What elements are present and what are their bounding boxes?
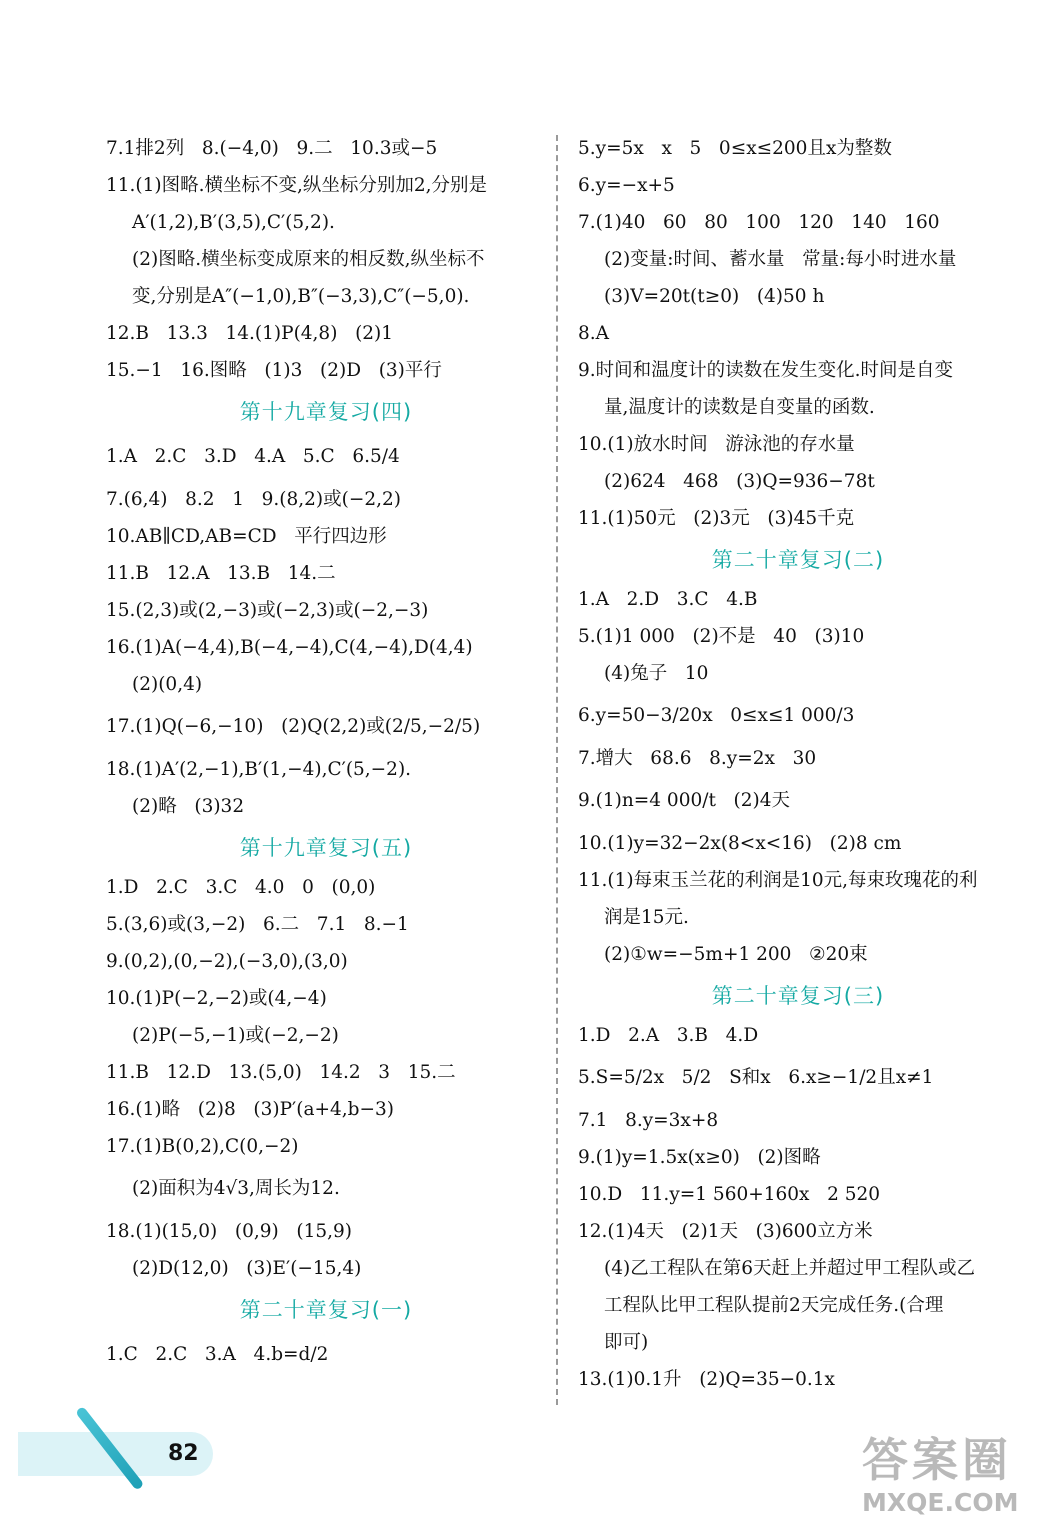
- answer-line: 5.S=5/2x 5/2 S和x 6.x≥−1/2且x≠1: [578, 1067, 934, 1088]
- answer-line: 7.1排2列 8.(−4,0) 9.二 10.3或−5: [106, 137, 438, 159]
- page-number: 82: [168, 1441, 199, 1466]
- answer-line: 1.D 2.C 3.C 4.0 0 (0,0): [106, 876, 376, 898]
- answer-line: 16.(1)略 (2)8 (3)P′(a+4,b−3): [106, 1098, 394, 1120]
- right-answer-column: [578, 130, 1018, 1398]
- watermark-url: MXQE.COM: [862, 1488, 1019, 1517]
- answer-line: 18.(1)(15,0) (0,9) (15,9): [106, 1220, 353, 1242]
- answer-line: 11.B 12.A 13.B 14.二: [106, 562, 336, 584]
- answer-line: (3)V=20t(t≥0) (4)50 h: [604, 285, 825, 307]
- answer-line: 11.B 12.D 13.(5,0) 14.2 3 15.二: [106, 1061, 456, 1083]
- answer-line: (2)(0,4): [132, 673, 203, 695]
- section-heading: 第二十章复习(二): [711, 548, 885, 572]
- answer-line: 10.D 11.y=1 560+160x 2 520: [578, 1183, 881, 1205]
- answer-line: 工程队比甲工程队提前2天完成任务.(合理: [604, 1294, 944, 1316]
- answer-line: 11.(1)每束玉兰花的利润是10元,每束玫瑰花的利: [578, 869, 978, 891]
- answer-line: (2)图略.横坐标变成原来的相反数,纵坐标不: [132, 248, 485, 270]
- answer-line: (2)P(−5,−1)或(−2,−2): [132, 1024, 339, 1046]
- answer-line: 1.C 2.C 3.A 4.b=d/2: [106, 1344, 329, 1365]
- answer-line: 即可): [604, 1331, 649, 1353]
- answer-line: 10.(1)y=32−2x(8<x<16) (2)8 cm: [578, 832, 902, 854]
- answer-line: 5.y=5x x 5 0≤x≤200且x为整数: [578, 137, 892, 159]
- answer-line: 5.(3,6)或(3,−2) 6.二 7.1 8.−1: [106, 913, 409, 935]
- answer-line: (2)624 468 (3)Q=936−78t: [604, 470, 875, 492]
- answer-line: 量,温度计的读数是自变量的函数.: [604, 396, 875, 418]
- answer-line: (2)D(12,0) (3)E′(−15,4): [132, 1257, 362, 1279]
- answer-line: 9.(0,2),(0,−2),(−3,0),(3,0): [106, 950, 348, 972]
- answer-line: 17.(1)B(0,2),C(0,−2): [106, 1135, 299, 1157]
- answer-line: 9.(1)y=1.5x(x≥0) (2)图略: [578, 1146, 821, 1168]
- left-answer-column: [106, 130, 546, 1379]
- column-divider: [556, 135, 558, 1405]
- answer-line: (2)略 (3)32: [132, 795, 245, 817]
- answer-line: 13.(1)0.1升 (2)Q=35−0.1x: [578, 1368, 835, 1390]
- answer-line: 10.(1)P(−2,−2)或(4,−4): [106, 987, 327, 1009]
- answer-line: 12.(1)4天 (2)1天 (3)600立方米: [578, 1220, 873, 1242]
- answer-line: 1.A 2.D 3.C 4.B: [578, 588, 758, 610]
- answer-line: (4)兔子 10: [604, 662, 709, 684]
- answer-line: 6.y=50−3/20x 0≤x≤1 000/3: [578, 705, 855, 726]
- answer-line: 1.A 2.C 3.D 4.A 5.C 6.5/4: [106, 446, 400, 467]
- answer-line: 6.y=−x+5: [578, 174, 675, 196]
- answer-line: 12.B 13.3 14.(1)P(4,8) (2)1: [106, 322, 394, 344]
- watermark: [862, 1432, 1052, 1528]
- answer-line: 9.时间和温度计的读数在发生变化.时间是自变: [578, 359, 954, 381]
- answer-line: 7.(1)40 60 80 100 120 140 160: [578, 211, 940, 233]
- answer-line: 16.(1)A(−4,4),B(−4,−4),C(4,−4),D(4,4): [106, 636, 473, 658]
- answer-line: A′(1,2),B′(3,5),C′(5,2).: [132, 211, 335, 233]
- answer-line: 变,分别是A″(−1,0),B″(−3,3),C″(−5,0).: [132, 285, 470, 307]
- answer-line: 18.(1)A′(2,−1),B′(1,−4),C′(5,−2).: [106, 758, 412, 780]
- answer-line: 7.增大 68.6 8.y=2x 30: [578, 747, 817, 769]
- answer-line: 10.AB∥CD,AB=CD 平行四边形: [106, 525, 387, 547]
- section-heading: 第二十章复习(三): [711, 984, 885, 1008]
- answer-line: 10.(1)放水时间 游泳池的存水量: [578, 433, 855, 455]
- section-heading: 第十九章复习(四): [239, 400, 413, 424]
- answer-line: 15.−1 16.图略 (1)3 (2)D (3)平行: [106, 359, 442, 381]
- answer-line: (4)乙工程队在第6天赶上并超过甲工程队或乙: [604, 1257, 975, 1279]
- section-heading: 第十九章复习(五): [239, 836, 413, 860]
- answer-line: 1.D 2.A 3.B 4.D: [578, 1024, 759, 1046]
- answer-line: (2)变量:时间、蓄水量 常量:每小时进水量: [604, 248, 957, 270]
- answer-line: (2)面积为4√3,周长为12.: [132, 1178, 340, 1199]
- answer-line: 7.(6,4) 8.2 1 9.(8,2)或(−2,2): [106, 488, 401, 510]
- answer-line: 润是15元.: [604, 906, 689, 928]
- answer-line: 8.A: [578, 322, 610, 344]
- answer-line: 11.(1)50元 (2)3元 (3)45千克: [578, 507, 855, 529]
- answer-line: 11.(1)图略.横坐标不变,纵坐标分别加2,分别是: [106, 174, 488, 196]
- answer-line: 17.(1)Q(−6,−10) (2)Q(2,2)或(2/5,−2/5): [106, 716, 481, 737]
- watermark-title: 答案圈: [862, 1433, 1012, 1487]
- answer-line: 9.(1)n=4 000/t (2)4天: [578, 790, 791, 811]
- answer-line: (2)①w=−5m+1 200 ②20束: [604, 943, 868, 965]
- answer-line: 15.(2,3)或(2,−3)或(−2,3)或(−2,−3): [106, 599, 429, 621]
- section-heading: 第二十章复习(一): [239, 1298, 413, 1322]
- answer-line: 7.1 8.y=3x+8: [578, 1109, 719, 1131]
- answer-line: 5.(1)1 000 (2)不是 40 (3)10: [578, 625, 865, 647]
